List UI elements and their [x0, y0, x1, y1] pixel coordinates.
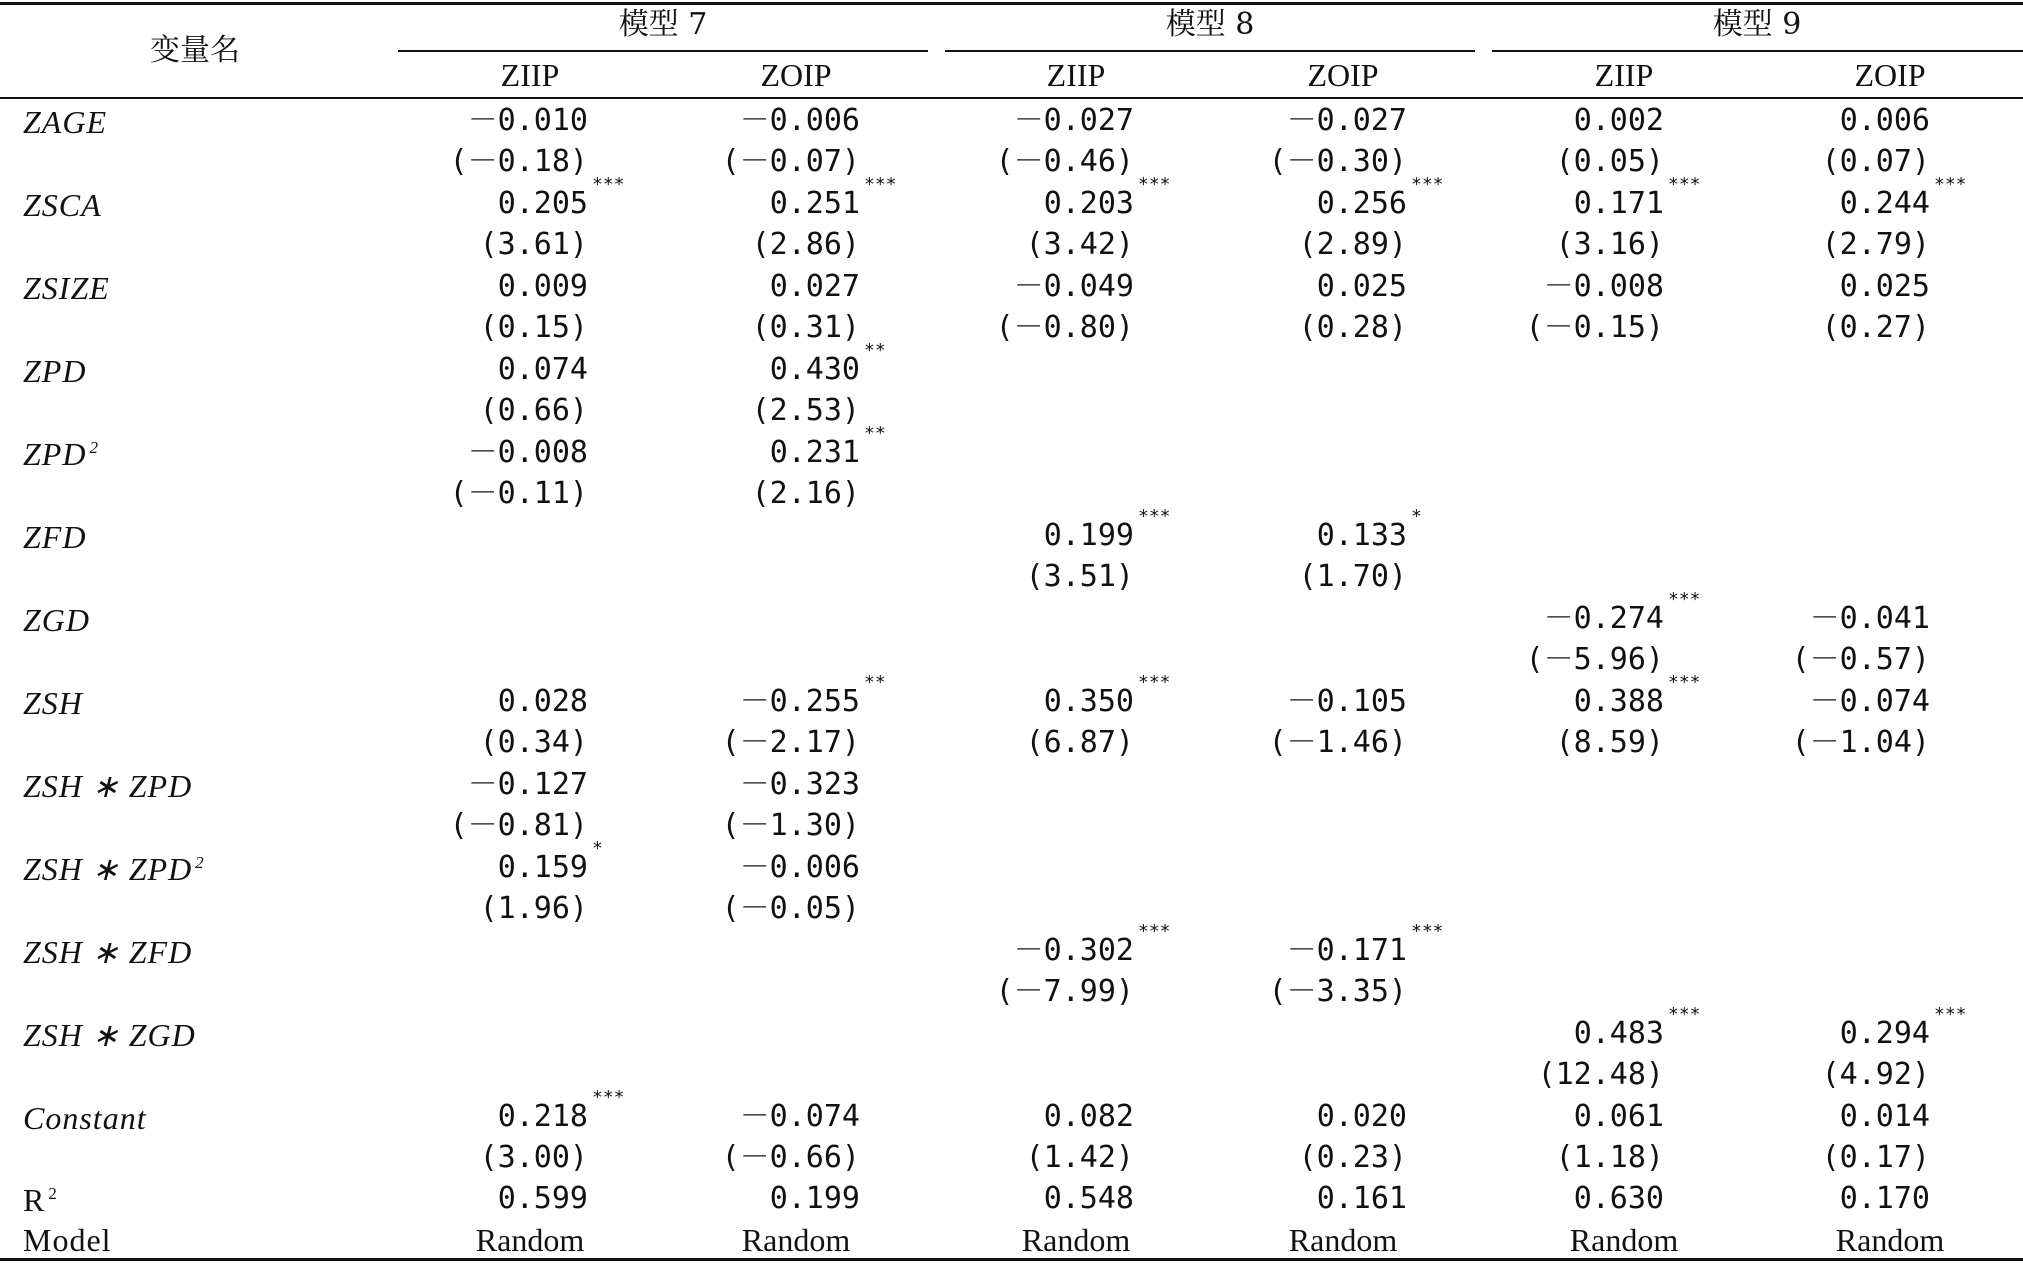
t-statistic-cell: (6.87): [1025, 725, 1134, 760]
coefficient-cell: [640, 103, 860, 138]
coefficient-value: 0.002: [1573, 103, 1664, 138]
model-type-value: Random: [475, 1222, 585, 1258]
coefficient-cell: [914, 921, 1171, 968]
r-squared-superscript: 2: [48, 1184, 58, 1204]
r-squared-value: 0.199: [769, 1181, 860, 1216]
coefficient-cell: [914, 506, 1171, 553]
variable-name: ZSIZE: [23, 270, 110, 306]
coefficient-value: 0.133 *: [1316, 506, 1422, 553]
coefficient-cell: [368, 269, 588, 304]
coefficient-cell: [914, 174, 1171, 221]
t-statistic-cell: (－0.15): [1525, 310, 1664, 345]
coefficient-value: 0.199 ***: [1043, 506, 1171, 553]
coefficient-value: 0.350 ***: [1043, 672, 1171, 719]
model-group-header: 模型 8: [1165, 7, 1255, 42]
coefficient-cell: [1710, 1099, 1930, 1134]
t-statistic-cell: (3.61): [479, 227, 588, 262]
variable-label: [23, 521, 86, 553]
variable-label: [23, 272, 110, 304]
t-statistic-cell: (－0.07): [721, 144, 860, 179]
t-statistic-cell: (0.31): [751, 310, 860, 345]
coefficient-cell: [1444, 174, 1701, 221]
t-statistic-cell: (－7.99): [995, 974, 1134, 1009]
variable-name: ZSCA: [23, 187, 102, 223]
coefficient-cell: [1187, 269, 1407, 304]
coefficient-value: 0.006: [1839, 103, 1930, 138]
coefficient-value: －0.274 ***: [1543, 589, 1701, 636]
t-statistic-cell: (2.89): [1298, 227, 1407, 262]
t-statistic-cell: (4.92): [1821, 1057, 1930, 1092]
coefficient-cell: [1710, 174, 1967, 221]
significance-stars: ***: [1668, 1004, 1701, 1025]
coefficient-value: 0.061: [1573, 1099, 1664, 1134]
significance-stars: ***: [864, 174, 897, 195]
coefficient-value: 0.074: [497, 352, 588, 387]
significance-stars: ***: [1668, 174, 1701, 195]
variable-label: [23, 1102, 147, 1134]
coefficient-cell: [368, 1087, 625, 1134]
variable-label: [23, 438, 99, 470]
t-statistic-cell: (－3.35): [1268, 974, 1407, 1009]
significance-stars: ***: [592, 174, 625, 195]
coefficient-cell: [640, 672, 886, 719]
t-statistic-cell: (－2.17): [721, 725, 860, 760]
coefficient-value: －0.074: [1809, 684, 1930, 719]
model-label: Model: [23, 1222, 112, 1258]
group-underline-3: [1492, 50, 2023, 52]
t-statistic-cell: (0.27): [1821, 310, 1930, 345]
coefficient-cell: [368, 838, 603, 885]
variable-superscript: 2: [89, 438, 99, 458]
t-statistic-cell: (0.05): [1555, 144, 1664, 179]
variable-name: ZSH ∗ ZGD: [23, 1017, 196, 1053]
header-rule: [0, 97, 2023, 99]
t-statistic-cell: (－0.80): [995, 310, 1134, 345]
coefficient-cell: [368, 352, 588, 387]
t-statistic-cell: (1.42): [1025, 1140, 1134, 1175]
t-statistic-cell: (－0.11): [449, 476, 588, 511]
coefficient-cell: [1710, 269, 1930, 304]
coefficient-value: －0.323: [739, 767, 860, 802]
variable-label: [23, 189, 102, 221]
coefficient-value: －0.127: [467, 767, 588, 802]
t-statistic-cell: (－0.30): [1268, 144, 1407, 179]
coefficient-cell: [640, 174, 897, 221]
coefficient-value: －0.027: [1286, 103, 1407, 138]
coefficient-cell: [368, 767, 588, 802]
significance-stars: ***: [1668, 589, 1701, 610]
variable-column-header: 变量名: [150, 33, 240, 68]
variable-name: ZPD: [23, 436, 87, 472]
t-statistic-cell: (12.48): [1537, 1057, 1664, 1092]
bottom-rule: [0, 1258, 2023, 1261]
r-squared-value: 0.170: [1839, 1181, 1930, 1216]
significance-stars: *: [592, 838, 603, 859]
coefficient-cell: [1710, 103, 1930, 138]
significance-stars: ***: [1138, 672, 1171, 693]
r-squared-value: 0.599: [497, 1181, 588, 1216]
coefficient-cell: [1187, 684, 1407, 719]
significance-stars: ***: [592, 1087, 625, 1108]
coefficient-value: －0.105: [1286, 684, 1407, 719]
coefficient-value: －0.010: [467, 103, 588, 138]
variable-label: [23, 1019, 196, 1051]
significance-stars: **: [864, 423, 886, 444]
significance-stars: ***: [1668, 672, 1701, 693]
t-statistic-cell: (1.70): [1298, 559, 1407, 594]
model-type-value: Random: [1021, 1222, 1131, 1258]
coefficient-value: －0.027: [1013, 103, 1134, 138]
coefficient-value: －0.171 ***: [1286, 921, 1444, 968]
t-statistic-cell: (－0.66): [721, 1140, 860, 1175]
coefficient-value: －0.049: [1013, 269, 1134, 304]
coefficient-value: 0.014: [1839, 1099, 1930, 1134]
model-group-header: 模型 7: [618, 7, 708, 42]
r-squared-value: 0.630: [1573, 1181, 1664, 1216]
coefficient-value: －0.302 ***: [1013, 921, 1171, 968]
t-statistic-cell: (－0.46): [995, 144, 1134, 179]
variable-label: [23, 604, 90, 636]
column-subheader: ZIIP: [500, 57, 560, 93]
column-subheader: ZOIP: [760, 57, 832, 93]
coefficient-value: －0.006: [739, 103, 860, 138]
t-statistic-cell: (3.00): [479, 1140, 588, 1175]
variable-name: ZSH: [23, 685, 83, 721]
variable-label: [23, 770, 192, 802]
coefficient-value: 0.203 ***: [1043, 174, 1171, 221]
t-statistic-cell: (3.42): [1025, 227, 1134, 262]
coefficient-cell: [1710, 684, 1930, 719]
coefficient-value: 0.009: [497, 269, 588, 304]
t-statistic-cell: (3.51): [1025, 559, 1134, 594]
variable-name: ZSH ∗ ZPD: [23, 851, 193, 887]
variable-name: ZAGE: [23, 104, 107, 140]
coefficient-cell: [1444, 1099, 1664, 1134]
coefficient-cell: [640, 340, 886, 387]
r-squared-label: [23, 1184, 58, 1216]
coefficient-value: －0.074: [739, 1099, 860, 1134]
coefficient-value: 0.430 **: [769, 340, 886, 387]
variable-label: [23, 936, 192, 968]
t-statistic-cell: (－0.81): [449, 808, 588, 843]
coefficient-value: 0.159 *: [497, 838, 603, 885]
coefficient-value: 0.231 **: [769, 423, 886, 470]
t-statistic-cell: (－1.04): [1791, 725, 1930, 760]
coefficient-value: 0.027: [769, 269, 860, 304]
column-subheader: ZIIP: [1594, 57, 1654, 93]
coefficient-cell: [1710, 601, 1930, 636]
significance-stars: ***: [1934, 174, 1967, 195]
t-statistic-cell: (－0.05): [721, 891, 860, 926]
coefficient-value: 0.483 ***: [1573, 1004, 1701, 1051]
coefficient-cell: [1444, 103, 1664, 138]
coefficient-cell: [914, 672, 1171, 719]
model-type-value: Random: [1569, 1222, 1679, 1258]
variable-name: ZSH ∗ ZFD: [23, 934, 193, 970]
t-statistic-cell: (2.53): [751, 393, 860, 428]
group-underline-2: [945, 50, 1475, 52]
coefficient-value: 0.028: [497, 684, 588, 719]
coefficient-cell: [368, 103, 588, 138]
t-statistic-cell: (1.96): [479, 891, 588, 926]
t-statistic-cell: (－0.57): [1791, 642, 1930, 677]
coefficient-cell: [368, 435, 588, 470]
coefficient-cell: [640, 1099, 860, 1134]
coefficient-cell: [1444, 589, 1701, 636]
significance-stars: ***: [1138, 174, 1171, 195]
coefficient-value: －0.041: [1809, 601, 1930, 636]
coefficient-value: －0.008: [467, 435, 588, 470]
coefficient-value: 0.251 ***: [769, 174, 897, 221]
coefficient-cell: [1444, 1004, 1701, 1051]
column-subheader: ZOIP: [1307, 57, 1379, 93]
t-statistic-cell: (0.23): [1298, 1140, 1407, 1175]
t-statistic-cell: (－1.30): [721, 808, 860, 843]
significance-stars: ***: [1411, 921, 1444, 942]
t-statistic-cell: (2.16): [751, 476, 860, 511]
variable-label: [23, 853, 205, 885]
significance-stars: ***: [1934, 1004, 1967, 1025]
coefficient-cell: [1710, 1004, 1967, 1051]
coefficient-cell: [640, 423, 886, 470]
coefficient-value: 0.025: [1316, 269, 1407, 304]
coefficient-cell: [640, 850, 860, 885]
coefficient-cell: [368, 174, 625, 221]
coefficient-cell: [1187, 1099, 1407, 1134]
coefficient-value: 0.020: [1316, 1099, 1407, 1134]
model-group-header: 模型 9: [1712, 7, 1802, 42]
variable-label: [23, 106, 107, 138]
variable-label: [23, 355, 86, 387]
group-underline-1: [398, 50, 928, 52]
t-statistic-cell: (0.07): [1821, 144, 1930, 179]
coefficient-value: 0.082: [1043, 1099, 1134, 1134]
r-squared-text: R: [23, 1182, 46, 1218]
t-statistic-cell: (2.86): [751, 227, 860, 262]
t-statistic-cell: (0.15): [479, 310, 588, 345]
variable-name: ZFD: [23, 519, 87, 555]
t-statistic-cell: (－0.18): [449, 144, 588, 179]
t-statistic-cell: (－1.46): [1268, 725, 1407, 760]
coefficient-value: －0.006: [739, 850, 860, 885]
coefficient-cell: [914, 1099, 1134, 1134]
model-type-value: Random: [1835, 1222, 1945, 1258]
t-statistic-cell: (－5.96): [1525, 642, 1664, 677]
significance-stars: ***: [1411, 174, 1444, 195]
significance-stars: **: [864, 672, 886, 693]
coefficient-cell: [1444, 672, 1701, 719]
t-statistic-cell: (0.28): [1298, 310, 1407, 345]
model-type-value: Random: [741, 1222, 851, 1258]
t-statistic-cell: (1.18): [1555, 1140, 1664, 1175]
coefficient-value: 0.025: [1839, 269, 1930, 304]
coefficient-cell: [1187, 103, 1407, 138]
t-statistic-cell: (0.66): [479, 393, 588, 428]
t-statistic-cell: (0.17): [1821, 1140, 1930, 1175]
coefficient-value: 0.205 ***: [497, 174, 625, 221]
significance-stars: ***: [1138, 921, 1171, 942]
significance-stars: *: [1411, 506, 1422, 527]
coefficient-cell: [640, 269, 860, 304]
coefficient-value: 0.388 ***: [1573, 672, 1701, 719]
significance-stars: ***: [1138, 506, 1171, 527]
model-type-value: Random: [1288, 1222, 1398, 1258]
coefficient-cell: [1187, 174, 1444, 221]
column-subheader: ZIIP: [1046, 57, 1106, 93]
r-squared-value: 0.161: [1316, 1181, 1407, 1216]
coefficient-value: －0.255 **: [739, 672, 886, 719]
coefficient-value: －0.008: [1543, 269, 1664, 304]
coefficient-value: 0.218 ***: [497, 1087, 625, 1134]
coefficient-value: 0.294 ***: [1839, 1004, 1967, 1051]
t-statistic-cell: (0.34): [479, 725, 588, 760]
variable-label: [23, 687, 83, 719]
variable-name: Constant: [23, 1100, 147, 1136]
coefficient-cell: [1187, 506, 1422, 553]
variable-name: ZSH ∗ ZPD: [23, 768, 193, 804]
variable-superscript: 2: [195, 853, 205, 873]
variable-name: ZGD: [23, 602, 91, 638]
t-statistic-cell: (3.16): [1555, 227, 1664, 262]
coefficient-value: 0.171 ***: [1573, 174, 1701, 221]
coefficient-value: 0.244 ***: [1839, 174, 1967, 221]
t-statistic-cell: (8.59): [1555, 725, 1664, 760]
column-subheader: ZOIP: [1854, 57, 1926, 93]
coefficient-cell: [640, 767, 860, 802]
coefficient-cell: [914, 103, 1134, 138]
coefficient-value: 0.256 ***: [1316, 174, 1444, 221]
t-statistic-cell: (2.79): [1821, 227, 1930, 262]
significance-stars: **: [864, 340, 886, 361]
coefficient-cell: [368, 684, 588, 719]
r-squared-value: 0.548: [1043, 1181, 1134, 1216]
coefficient-cell: [1444, 269, 1664, 304]
variable-name: ZPD: [23, 353, 87, 389]
coefficient-cell: [914, 269, 1134, 304]
coefficient-cell: [1187, 921, 1444, 968]
top-rule: [0, 2, 2023, 5]
